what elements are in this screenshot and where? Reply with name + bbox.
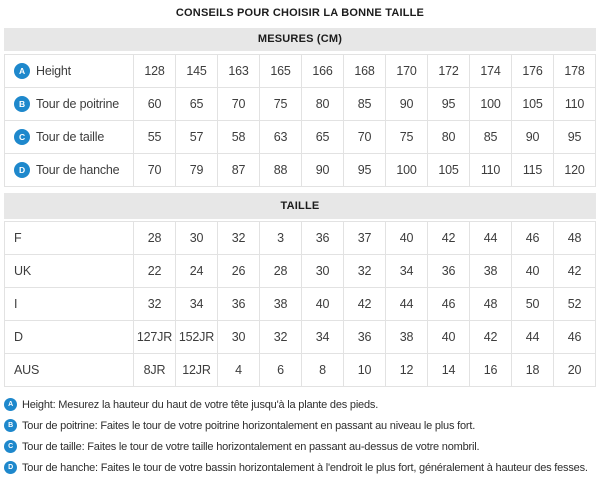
size-cell: 70 bbox=[134, 154, 176, 187]
size-cell: 46 bbox=[428, 288, 470, 321]
size-cell: 48 bbox=[470, 288, 512, 321]
row-label: D bbox=[14, 330, 23, 344]
size-cell: 95 bbox=[554, 121, 596, 154]
size-cell: 163 bbox=[218, 55, 260, 88]
size-cell: 4 bbox=[218, 354, 260, 387]
badge-c-icon: C bbox=[4, 440, 17, 453]
row-label-cell bbox=[5, 121, 134, 154]
size-cell: 176 bbox=[512, 55, 554, 88]
footnote-text: Tour de hanche: Faites le tour de votre bassin horizontalement à l'endroit le plus fort, généralement à hauteur des fesses. bbox=[22, 461, 588, 474]
table-row bbox=[5, 222, 596, 255]
table-row bbox=[5, 255, 596, 288]
size-cell: 46 bbox=[554, 321, 596, 354]
footnote bbox=[4, 436, 596, 457]
row-label: Tour de poitrine bbox=[36, 97, 119, 111]
page-title: CONSEILS POUR CHOISIR LA BONNE TAILLE bbox=[175, 7, 425, 19]
size-cell: 90 bbox=[512, 121, 554, 154]
size-cell: 70 bbox=[344, 121, 386, 154]
row-label: UK bbox=[14, 264, 31, 278]
size-cell: 87 bbox=[218, 154, 260, 187]
size-cell: 42 bbox=[554, 255, 596, 288]
row-label: Tour de hanche bbox=[36, 163, 120, 177]
size-cell: 165 bbox=[260, 55, 302, 88]
size-cell: 110 bbox=[470, 154, 512, 187]
row-label: I bbox=[14, 297, 18, 311]
size-cell: 32 bbox=[260, 321, 302, 354]
size-cell: 166 bbox=[302, 55, 344, 88]
size-cell: 3 bbox=[260, 222, 302, 255]
size-cell: 57 bbox=[176, 121, 218, 154]
size-cell: 36 bbox=[218, 288, 260, 321]
footnotes bbox=[4, 394, 596, 478]
size-cell: 172 bbox=[428, 55, 470, 88]
row-label: Height bbox=[36, 64, 71, 78]
taille-table bbox=[4, 221, 596, 387]
size-cell: 65 bbox=[176, 88, 218, 121]
size-cell: 18 bbox=[512, 354, 554, 387]
size-cell: 88 bbox=[260, 154, 302, 187]
size-cell: 145 bbox=[176, 55, 218, 88]
size-cell: 36 bbox=[344, 321, 386, 354]
table-row bbox=[5, 154, 596, 187]
size-cell: 8 bbox=[302, 354, 344, 387]
size-cell: 174 bbox=[470, 55, 512, 88]
size-cell: 42 bbox=[344, 288, 386, 321]
size-cell: 40 bbox=[302, 288, 344, 321]
size-cell: 36 bbox=[302, 222, 344, 255]
size-cell: 105 bbox=[512, 88, 554, 121]
size-cell: 120 bbox=[554, 154, 596, 187]
size-cell: 128 bbox=[134, 55, 176, 88]
size-cell: 28 bbox=[134, 222, 176, 255]
size-cell: 100 bbox=[470, 88, 512, 121]
size-cell: 178 bbox=[554, 55, 596, 88]
row-label-cell bbox=[5, 321, 134, 354]
size-cell: 48 bbox=[554, 222, 596, 255]
size-cell: 80 bbox=[428, 121, 470, 154]
size-cell: 110 bbox=[554, 88, 596, 121]
size-cell: 75 bbox=[260, 88, 302, 121]
size-cell: 12 bbox=[386, 354, 428, 387]
size-cell: 42 bbox=[470, 321, 512, 354]
size-cell: 52 bbox=[554, 288, 596, 321]
size-cell: 50 bbox=[512, 288, 554, 321]
size-cell: 127JR bbox=[134, 321, 176, 354]
table-row bbox=[5, 288, 596, 321]
size-cell: 36 bbox=[428, 255, 470, 288]
table-row bbox=[5, 321, 596, 354]
size-cell: 115 bbox=[512, 154, 554, 187]
measures-section-header: MESURES (CM) bbox=[4, 28, 596, 51]
footnote-text: Height: Mesurez la hauteur du haut de votre tête jusqu'à la plante des pieds. bbox=[22, 398, 379, 411]
size-cell: 168 bbox=[344, 55, 386, 88]
size-cell: 30 bbox=[218, 321, 260, 354]
size-cell: 85 bbox=[344, 88, 386, 121]
row-label: Tour de taille bbox=[36, 130, 105, 144]
size-cell: 28 bbox=[260, 255, 302, 288]
size-cell: 60 bbox=[134, 88, 176, 121]
size-cell: 32 bbox=[134, 288, 176, 321]
size-cell: 70 bbox=[218, 88, 260, 121]
size-cell: 80 bbox=[302, 88, 344, 121]
row-label: F bbox=[14, 231, 22, 245]
table-row bbox=[5, 88, 596, 121]
badge-a-icon: A bbox=[14, 63, 30, 79]
footnote-text: Tour de poitrine: Faites le tour de votre poitrine horizontalement en passant au niveau le plus fort. bbox=[22, 419, 476, 432]
size-cell: 170 bbox=[386, 55, 428, 88]
size-cell: 34 bbox=[302, 321, 344, 354]
size-cell: 38 bbox=[386, 321, 428, 354]
size-cell: 34 bbox=[386, 255, 428, 288]
row-label: AUS bbox=[14, 363, 40, 377]
size-cell: 26 bbox=[218, 255, 260, 288]
size-cell: 90 bbox=[302, 154, 344, 187]
size-cell: 95 bbox=[344, 154, 386, 187]
badge-c-icon: C bbox=[14, 129, 30, 145]
badge-a-icon: A bbox=[4, 398, 17, 411]
measures-table bbox=[4, 54, 596, 187]
size-cell: 44 bbox=[470, 222, 512, 255]
row-label-cell bbox=[5, 255, 134, 288]
size-cell: 40 bbox=[512, 255, 554, 288]
size-cell: 32 bbox=[218, 222, 260, 255]
size-cell: 12JR bbox=[176, 354, 218, 387]
footnote bbox=[4, 415, 596, 436]
size-cell: 8JR bbox=[134, 354, 176, 387]
badge-d-icon: D bbox=[14, 162, 30, 178]
size-cell: 55 bbox=[134, 121, 176, 154]
size-cell: 58 bbox=[218, 121, 260, 154]
size-cell: 44 bbox=[512, 321, 554, 354]
footnote bbox=[4, 394, 596, 415]
size-cell: 46 bbox=[512, 222, 554, 255]
size-cell: 44 bbox=[386, 288, 428, 321]
size-cell: 40 bbox=[386, 222, 428, 255]
row-label-cell bbox=[5, 55, 134, 88]
size-cell: 22 bbox=[134, 255, 176, 288]
badge-d-icon: D bbox=[4, 461, 17, 474]
size-cell: 30 bbox=[176, 222, 218, 255]
taille-section-header: TAILLE bbox=[4, 193, 596, 219]
size-cell: 30 bbox=[302, 255, 344, 288]
size-cell: 85 bbox=[470, 121, 512, 154]
size-cell: 38 bbox=[260, 288, 302, 321]
badge-b-icon: B bbox=[4, 419, 17, 432]
size-cell: 10 bbox=[344, 354, 386, 387]
size-cell: 95 bbox=[428, 88, 470, 121]
row-label-cell bbox=[5, 354, 134, 387]
size-cell: 152JR bbox=[176, 321, 218, 354]
badge-b-icon: B bbox=[14, 96, 30, 112]
table-row bbox=[5, 55, 596, 88]
size-cell: 42 bbox=[428, 222, 470, 255]
footnote bbox=[4, 457, 596, 478]
size-cell: 32 bbox=[344, 255, 386, 288]
size-cell: 38 bbox=[470, 255, 512, 288]
row-label-cell bbox=[5, 288, 134, 321]
size-cell: 37 bbox=[344, 222, 386, 255]
size-cell: 63 bbox=[260, 121, 302, 154]
size-cell: 90 bbox=[386, 88, 428, 121]
size-cell: 79 bbox=[176, 154, 218, 187]
size-cell: 75 bbox=[386, 121, 428, 154]
size-cell: 14 bbox=[428, 354, 470, 387]
row-label-cell bbox=[5, 88, 134, 121]
size-cell: 34 bbox=[176, 288, 218, 321]
size-cell: 65 bbox=[302, 121, 344, 154]
size-cell: 24 bbox=[176, 255, 218, 288]
row-label-cell bbox=[5, 154, 134, 187]
row-label-cell bbox=[5, 222, 134, 255]
size-cell: 6 bbox=[260, 354, 302, 387]
table-row bbox=[5, 354, 596, 387]
size-cell: 40 bbox=[428, 321, 470, 354]
size-cell: 20 bbox=[554, 354, 596, 387]
table-row bbox=[5, 121, 596, 154]
size-cell: 100 bbox=[386, 154, 428, 187]
size-cell: 16 bbox=[470, 354, 512, 387]
size-cell: 105 bbox=[428, 154, 470, 187]
footnote-text: Tour de taille: Faites le tour de votre taille horizontalement en passant au-dessus de votre nombril. bbox=[22, 440, 480, 453]
